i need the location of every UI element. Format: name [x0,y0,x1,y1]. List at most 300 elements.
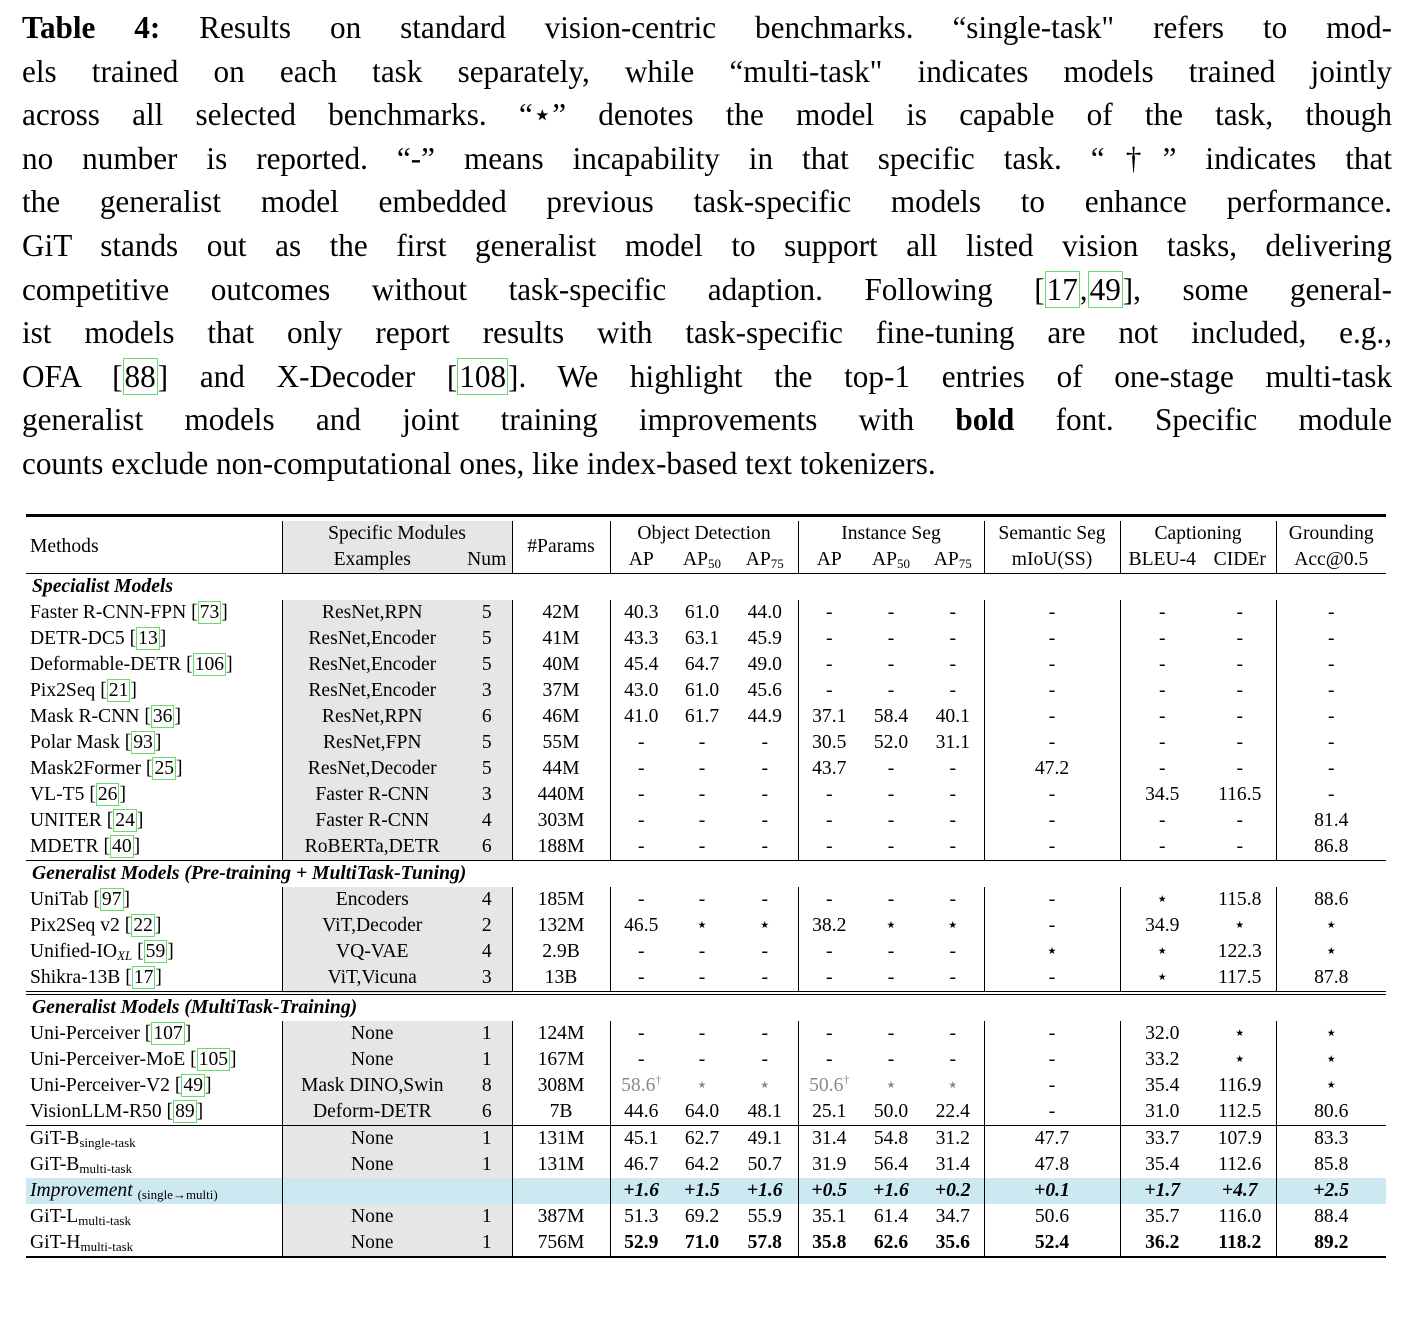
table-row [26,1073,1386,1099]
table-row [26,652,1386,678]
metric-value: - [1327,680,1335,701]
module-examples: None [282,1230,462,1257]
metric-value: 57.8 [732,1230,798,1257]
module-num: 4 [462,939,512,965]
table-row [26,1021,1386,1047]
metric-value: - [698,836,706,857]
metric-value: 85.8 [1314,1154,1349,1175]
method-name: Faster R-CNN-FPN [30,602,192,623]
metric-value: 40.1 [922,704,984,730]
module-examples: None [282,1152,462,1178]
metric-value: - [732,808,798,834]
metric-value: - [1327,784,1335,805]
metric-value: ⋆ [1156,967,1169,988]
metric-value: - [637,941,645,962]
citation-link[interactable]: 22 [133,915,153,936]
metric-value: 31.4 [798,1126,860,1153]
metric-value: ⋆ [1325,1049,1338,1070]
metric-value: 117.5 [1204,965,1276,993]
params-cell: 308M [512,1073,610,1099]
method-name-cell: MDETR [ 40 ] [26,834,282,861]
caption-label: Table 4: [22,10,161,45]
params-cell: 44M [512,756,610,782]
metric-value: - [922,1021,984,1047]
metric-value: 64.0 [684,1101,720,1122]
metric-value: - [887,1023,895,1044]
metric-value: - [698,889,706,910]
metric-value: - [698,1049,706,1070]
metric-value: - [825,810,833,831]
module-num: 1 [462,1126,512,1153]
metric-value: - [984,704,1120,730]
module-examples: Faster R-CNN [282,808,462,834]
module-examples: None [282,1204,462,1230]
citation-link[interactable]: 93 [133,732,153,753]
metric-value: 80.6 [1314,1101,1349,1122]
module-examples: VQ-VAE [282,939,462,965]
metric-value: - [1327,758,1335,779]
table-row [26,1230,1386,1257]
metric-value: 41.0 [624,706,659,727]
caption-text: competitive outcomes without task-specific adaption. Following [22,271,1035,307]
method-subscript: multi-task [78,1213,131,1228]
metric-value: - [825,889,833,910]
metric-value: 30.5 [812,732,847,753]
results-table-wrapper [26,514,1386,1258]
table-row [26,756,1386,782]
metric-value: - [887,1049,895,1070]
metric-value [798,1073,860,1099]
module-examples: Encoders [282,887,462,913]
method-name-cell: VL-T5 [ 26 ] [26,782,282,808]
metric-value: - [922,887,984,913]
metric-value: - [922,1047,984,1073]
metric-value: - [922,678,984,704]
header-semantic-seg: Semantic Seg [984,521,1120,547]
metric-value: - [1327,602,1335,623]
module-num: 5 [462,730,512,756]
header-captioning: Captioning [1120,521,1276,547]
metric-value: 64.7 [684,654,720,675]
improvement-value: +0.2 [922,1178,984,1204]
metric-value: 40.3 [624,602,659,623]
header-is-ap50: $AP_{50}$ [871,549,911,571]
metric-value: - [1327,732,1335,753]
header-od-ap75: $AP_{75}$ [732,547,798,574]
metric-value: 22.4 [922,1099,984,1126]
metric-value: 37.1 [812,706,847,727]
module-num: 4 [462,887,512,913]
method-name: DETR-DC5 [30,628,130,649]
metric-value: - [825,967,833,988]
metric-value: 89.2 [1276,1230,1386,1257]
metric-value: - [984,600,1120,626]
metric-value: - [732,782,798,808]
metric-value: 33.2 [1145,1049,1180,1070]
citation-link[interactable]: 73 [199,602,220,623]
header-acc: Acc@0.5 [1294,549,1369,570]
metric-value: - [1204,808,1276,834]
metric-value: 44.0 [732,600,798,626]
metric-value: - [984,1073,1120,1099]
params-cell: 167M [512,1047,610,1073]
params-cell: 13B [512,965,610,993]
metric-value: - [922,939,984,965]
metric-value: 50.0 [873,1101,909,1122]
metric-value: - [887,810,895,831]
caption-line-7: competitive outcomes without task-specific adaption. Following [17,49], some general- [22,271,1392,307]
module-num: 8 [462,1073,512,1099]
results-table [26,514,1386,1258]
citation-link[interactable]: 21 [108,680,129,701]
metric-value [610,1073,672,1099]
metric-value: - [887,836,895,857]
table-row [26,1126,1386,1153]
module-num [462,1178,512,1204]
citation-link[interactable]: 49 [1089,271,1121,307]
metric-value: - [1158,732,1166,753]
metric-value: 31.9 [812,1154,847,1175]
method-name: Mask R-CNN [30,706,145,727]
module-examples: ViT,Vicuna [282,965,462,993]
metric-value: - [698,941,706,962]
citation-link[interactable]: 36 [152,706,173,727]
metric-value: - [984,782,1120,808]
method-name: GiT-L [30,1206,79,1227]
metric-value: - [922,782,984,808]
method-name-cell: VisionLLM-R50 [ 89 ] [26,1099,282,1126]
method-name: MDETR [30,836,104,857]
metric-value: 31.1 [922,730,984,756]
caption-line-5: the generalist model embedded previous task-specific models to enhance performance. [22,184,1392,220]
metric-value: - [922,652,984,678]
metric-value: 88.4 [1314,1206,1349,1227]
metric-value: 64.2 [684,1154,720,1175]
metric-value: 45.9 [732,626,798,652]
method-name: Uni-Perceiver-V2 [30,1075,175,1096]
metric-value: 52.0 [873,732,909,753]
method-name: Uni-Perceiver-MoE [30,1049,191,1070]
metric-value: 31.0 [1145,1101,1180,1122]
metric-value: 48.1 [732,1099,798,1126]
metric-value: 112.6 [1204,1152,1276,1178]
metric-value: - [984,1099,1120,1126]
caption-text: , some general- [1133,271,1392,307]
module-examples: None [282,1126,462,1153]
metric-value: - [1327,706,1335,727]
params-cell: 2.9B [512,939,610,965]
module-num: 1 [462,1021,512,1047]
citation-link[interactable]: 49 [183,1075,203,1096]
metric-value: 61.4 [873,1206,909,1227]
metric-value: - [732,887,798,913]
module-examples: ResNet,Encoder [282,652,462,678]
metric-value: - [698,967,706,988]
method-name: Unified-IO [30,941,118,962]
improvement-label: Improvement [30,1180,133,1201]
metric-value: - [984,1047,1120,1073]
metric-value: 56.4 [873,1154,909,1175]
section-title: Specialist Models [26,574,1386,601]
metric-value: 35.4 [1145,1075,1180,1096]
metric-value: 44.6 [624,1101,659,1122]
metric-value: 31.2 [922,1126,984,1153]
metric-value: 35.8 [798,1230,860,1257]
params-cell: 7B [512,1099,610,1126]
metric-value: 33.7 [1120,1126,1204,1153]
metric-value: ⋆ [1204,1047,1276,1073]
metric-value: 63.1 [684,628,720,649]
metric-value: - [887,602,895,623]
metric-value: 52.4 [984,1230,1120,1257]
metric-value: - [698,758,706,779]
citation-link[interactable]: 106 [194,654,225,675]
params-cell: 303M [512,808,610,834]
metric-value: 25.1 [812,1101,847,1122]
metric-value: - [825,654,833,675]
metric-value: - [698,1023,706,1044]
metric-value: - [887,758,895,779]
method-name-cell: Pix2Seq v2 [ 22 ] [26,913,282,939]
method-name-cell: Uni-Perceiver-V2 [ 49 ] [26,1073,282,1099]
metric-value: 61.0 [684,602,720,623]
metric-value: 81.4 [1314,810,1349,831]
header-num: Num [462,547,512,574]
table-row [26,730,1386,756]
metric-value: 107.9 [1204,1126,1276,1153]
caption-line-3: across all selected benchmarks. “⋆” denotes the model is capable of the task, though [22,97,1392,133]
module-examples: ResNet,Encoder [282,626,462,652]
method-name-cell: Polar Mask [ 93 ] [26,730,282,756]
metric-value: 122.3 [1204,939,1276,965]
header-instance-seg: Instance Seg [798,521,984,547]
params-cell: 41M [512,626,610,652]
metric-value: - [887,680,895,701]
method-subscript: XL [117,948,133,963]
metric-value: 38.2 [812,915,847,936]
module-num: 5 [462,756,512,782]
caption-line-8: ist models that only report results with task-specific fine-tuning are not included, e.g., [22,315,1392,351]
header-specific-modules: Specific Modules [282,521,512,547]
header-od-ap50: $AP_{50}$ [682,549,722,571]
table-caption [22,6,1392,486]
metric-value: ⋆ [1325,1075,1338,1096]
module-num: 6 [462,1099,512,1126]
table-row [26,704,1386,730]
table-row [26,600,1386,626]
metric-value: 35.7 [1145,1206,1180,1227]
dagger-mark: † [655,1072,662,1087]
metric-value: - [1204,600,1276,626]
metric-value: 47.8 [984,1152,1120,1178]
metric-value: - [887,967,895,988]
method-name: Pix2Seq [30,680,101,701]
header-examples: Examples [282,547,462,574]
metric-value: - [887,784,895,805]
metric-value: - [984,678,1120,704]
metric-value: 112.5 [1204,1099,1276,1126]
method-name-cell: Uni-Perceiver-MoE [ 105 ] [26,1047,282,1073]
params-cell: 756M [512,1230,610,1257]
params-cell: 132M [512,913,610,939]
metric-value: - [984,808,1120,834]
module-num: 3 [462,965,512,993]
metric-value: - [732,939,798,965]
metric-value: 47.2 [984,756,1120,782]
metric-value: - [1158,680,1166,701]
params-cell: 46M [512,704,610,730]
improvement-row [26,1178,1386,1204]
metric-value: 47.7 [984,1126,1120,1153]
metric-value: 88.6 [1314,889,1349,910]
metric-value: 50.7 [732,1152,798,1178]
metric-value: 43.0 [624,680,659,701]
method-name-cell: Unified-$IO_{XL}$ [ 59 ] [26,939,282,965]
metric-value: 45.1 [610,1126,672,1153]
metric-value: - [1204,704,1276,730]
metric-value: - [637,1049,645,1070]
module-examples: ViT,Decoder [282,913,462,939]
citation-link[interactable]: 97 [101,889,122,910]
metric-value: 49.1 [732,1126,798,1153]
citation-link[interactable]: 13 [138,628,158,649]
table-row [26,782,1386,808]
module-num: 5 [462,652,512,678]
metric-value: - [922,965,984,993]
metric-value: 34.7 [922,1204,984,1230]
improvement-value: +0.1 [984,1178,1120,1204]
citation-link[interactable]: 88 [124,358,156,394]
metric-value: - [825,680,833,701]
method-name: GiT-B [30,1154,80,1175]
citation-link[interactable]: 24 [115,810,135,831]
metric-value: - [732,730,798,756]
header-bleu4: BLEU-4 [1128,549,1196,570]
citation-link[interactable]: 105 [198,1049,229,1070]
metric-value: - [984,965,1120,993]
metric-value: - [984,730,1120,756]
metric-value: 49.0 [732,652,798,678]
metric-value: 87.8 [1314,967,1349,988]
method-name-cell: UNITER [ 24 ] [26,808,282,834]
table-row [26,965,1386,993]
method-name: Uni-Perceiver [30,1023,145,1044]
module-examples: RoBERTa,DETR [282,834,462,861]
params-cell: 131M [512,1152,610,1178]
section-title: Generalist Models (MultiTask-Training) [26,993,1386,1021]
metric-value: - [887,654,895,675]
citation-link[interactable]: 107 [153,1023,183,1044]
metric-value: - [922,808,984,834]
metric-value: - [1204,678,1276,704]
metric-value: - [984,1021,1120,1047]
metric-value: 46.7 [624,1154,659,1175]
metric-value: - [1204,756,1276,782]
method-name-cell: DETR-DC5 [ 13 ] [26,626,282,652]
citation-link[interactable]: 108 [459,358,507,394]
metric-value: 32.0 [1145,1023,1180,1044]
metric-value: 71.0 [672,1230,732,1257]
module-num: 1 [462,1152,512,1178]
metric-value: - [825,602,833,623]
metric-value: 116.0 [1204,1204,1276,1230]
metric-value: 116.9 [1204,1073,1276,1099]
section-title: Generalist Models (Pre-training + MultiTask-Tuning) [26,861,1386,888]
citation-link[interactable]: 17 [1046,271,1078,307]
method-name: Deformable-DETR [30,654,187,675]
metric-value: - [1158,628,1166,649]
metric-value: - [732,1021,798,1047]
module-num: 6 [462,834,512,861]
metric-value: 45.4 [624,654,659,675]
module-num: 4 [462,808,512,834]
method-name: Mask2Former [30,758,146,779]
metric-value: 115.8 [1204,887,1276,913]
metric-value: - [825,1023,833,1044]
improvement-value: +1.5 [672,1178,732,1204]
metric-value: ⋆ [884,915,898,936]
citation-link[interactable]: 89 [175,1101,195,1122]
metric-value: 51.3 [624,1206,659,1227]
citation-link[interactable]: 25 [154,758,175,779]
table-row [26,834,1386,861]
metric-value: - [825,1049,833,1070]
metric-number: 58.6 [621,1075,656,1096]
metric-value: 35.6 [922,1230,984,1257]
method-subscript: multi-task [79,1161,133,1176]
metric-value: - [1158,810,1166,831]
metric-value: - [1158,706,1166,727]
method-name-cell: Pix2Seq [ 21 ] [26,678,282,704]
method-name-cell: Faster R-CNN-FPN [ 73 ] [26,600,282,626]
metric-value: 31.4 [922,1152,984,1178]
module-examples: ResNet,RPN [282,600,462,626]
citation-link[interactable]: 26 [97,784,118,805]
metric-value: 58.4 [873,706,909,727]
metric-value: ⋆ [984,939,1120,965]
params-cell: 131M [512,1126,610,1153]
citation-link[interactable]: 17 [133,967,154,988]
module-examples: ResNet,Encoder [282,678,462,704]
method-name: GiT-H [30,1232,81,1253]
metric-value: 55.9 [732,1204,798,1230]
module-num: 3 [462,678,512,704]
improvement-value: +0.5 [798,1178,860,1204]
module-num: 6 [462,704,512,730]
metric-value: - [887,941,895,962]
module-examples: Deform-DETR [282,1099,462,1126]
params-cell: 188M [512,834,610,861]
module-examples [282,1178,462,1204]
metric-value: ⋆ [1204,1021,1276,1047]
dagger-mark: † [843,1072,850,1087]
module-num: 3 [462,782,512,808]
metric-value: ⋆ [695,1075,709,1096]
params-cell: 124M [512,1021,610,1047]
method-name-cell: Uni-Perceiver [ 107 ] [26,1021,282,1047]
metric-value: - [1204,730,1276,756]
citation-link[interactable]: 40 [112,836,132,857]
metric-value: ⋆ [1325,915,1338,936]
metric-value: 86.8 [1314,836,1349,857]
section-header-row [26,993,1386,1021]
citation-link[interactable]: 59 [145,941,166,962]
caption-text: . We highlight the top-1 entries of one-stage multi-task [518,358,1393,394]
metric-value: - [1158,758,1166,779]
metric-value: 62.7 [672,1126,732,1153]
method-name: UNITER [30,810,107,831]
module-examples: Mask DINO,Swin [282,1073,462,1099]
